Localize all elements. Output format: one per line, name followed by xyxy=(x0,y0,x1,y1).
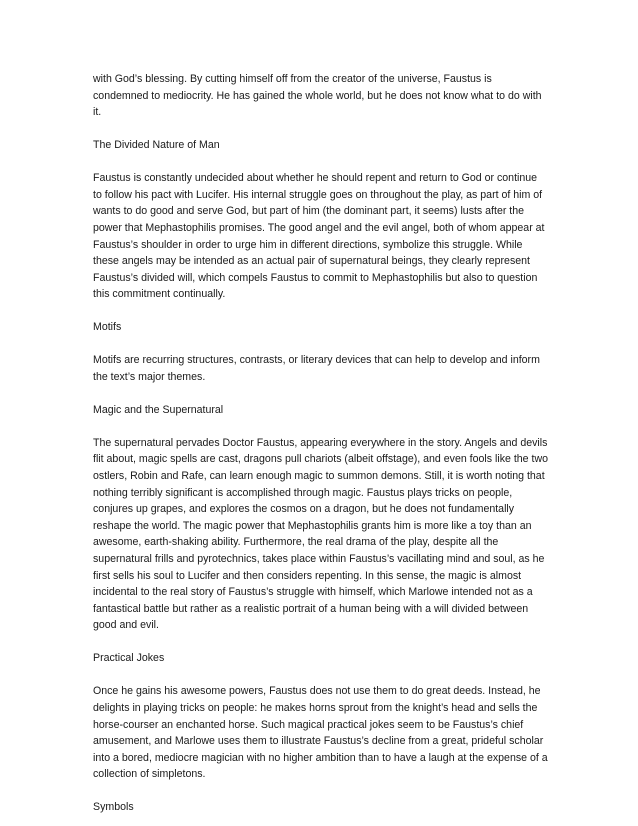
paragraph-motifs: Motifs are recurring structures, contrasts, or literary devices that can help to develop and inform the text’s major themes. xyxy=(93,354,540,383)
paragraph-divided-nature: Faustus is constantly undecided about whether he should repent and return to God or continue to follow his pact with Lucifer. His internal struggle goes on throughout the play, as part of him of wants to do good and serve God, but part of him (the dominant part, it seems) lusts after the power that Mephastophilis promises. The good angel and the evil angel, both of whom appear at Faustus’s shoulder in order to urge him in different directions, symbolize this struggle. While these angels may be intended as an actual pair of supernatural beings, they clearly represent Faustus’s divided will, which compels Faustus to commit to Mephastophilis but also to question this commitment continually. xyxy=(93,172,545,301)
document-body xyxy=(93,71,548,816)
paragraph-magic-supernatural: The supernatural pervades Doctor Faustus, appearing everywhere in the story. Angels and devils flit about, magic spells are cast, dragons pull chariots (albeit offstage), and even fools like the two ostlers, Robin and Rafe, can learn enough magic to summon demons. Still, it is worth noting that nothing terribly significant is accomplished through magic. Faustus plays tricks on people, conjures up grapes, and explores the cosmos on a dragon, but he does not fundamentally reshape the world. The magic power that Mephastophilis grants him is more like a toy than an awesome, earth-shaking ability. Furthermore, the real drama of the play, despite all the supernatural frills and pyrotechnics, takes place within Faustus’s vacillating mind and soul, as he first sells his soul to Lucifer and then considers repenting. In this sense, the magic is almost incidental to the real story of Faustus’s struggle with himself, which Marlowe intended not as a fantastical battle but rather as a realistic portrait of a human being with a will divided between good and evil. xyxy=(93,436,548,632)
heading-magic-supernatural: Magic and the Supernatural xyxy=(93,403,224,416)
heading-symbols: Symbols xyxy=(93,801,134,814)
heading-motifs: Motifs xyxy=(93,321,122,334)
paragraph-gods-blessing: with God’s blessing. By cutting himself off from the creator of the universe, Faustus is condemned to mediocrity. He has gained the whole world, but he does not know what to do with it. xyxy=(93,73,542,119)
paragraph-practical-jokes: Once he gains his awesome powers, Faustus does not use them to do great deeds. Instead, he delights in playing tricks on people: he makes horns sprout from the knight’s head and sells the horse-courser an enchanted horse. Such magical practical jokes seem to be Faustus’s chief amusement, and Marlowe uses them to illustrate Faustus’s decline from a great, prideful scholar into a bored, mediocre magician with no higher ambition than to have a laugh at the expense of a collection of simpletons. xyxy=(93,685,548,781)
heading-practical-jokes: Practical Jokes xyxy=(93,652,165,665)
heading-divided-nature: The Divided Nature of Man xyxy=(93,139,220,152)
